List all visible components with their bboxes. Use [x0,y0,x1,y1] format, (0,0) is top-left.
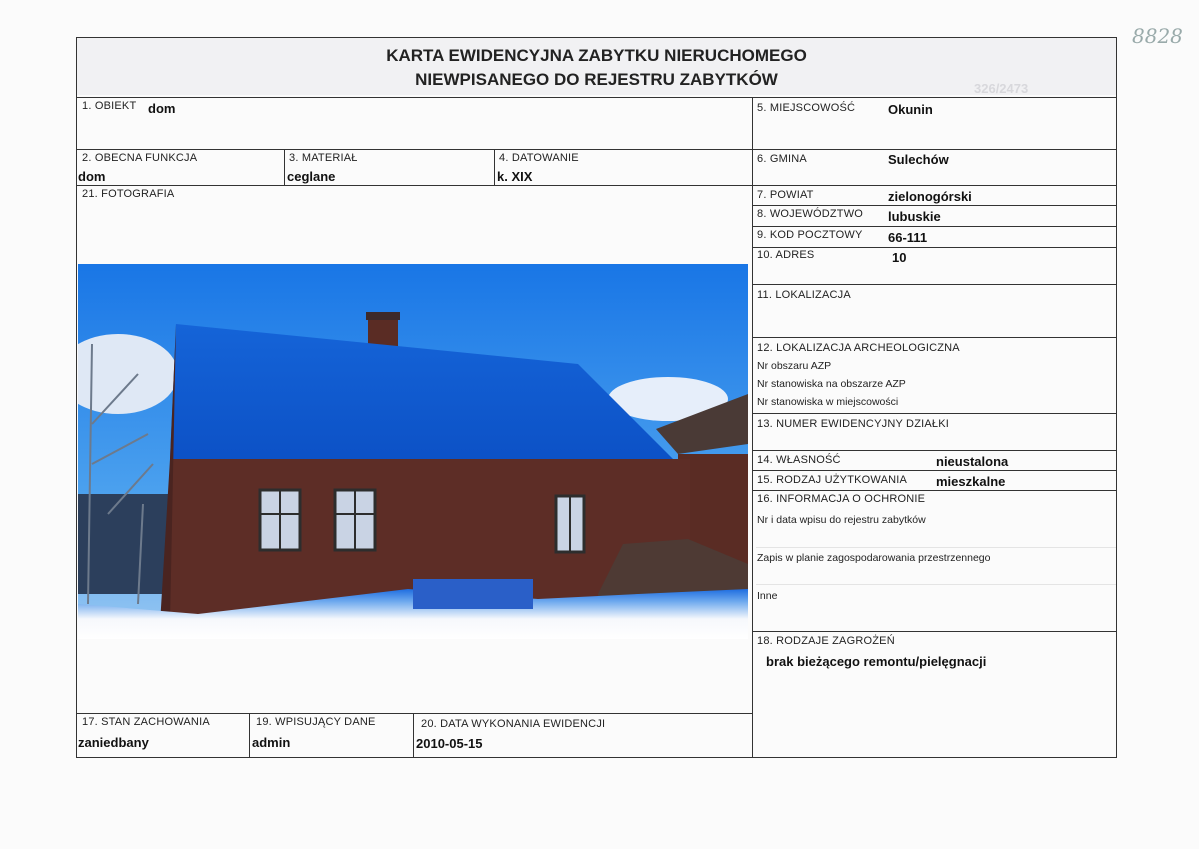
uzytkowanie-value: mieszkalne [936,474,1006,489]
miejscowosc-value: Okunin [888,102,933,117]
zagrozenia-value: brak bieżącego remontu/pielęgnacji [766,654,987,669]
record-card [76,37,1117,758]
miejscowosc-label: 5. MIEJSCOWOŚĆ [757,102,856,114]
card-title-line2: NIEWPISANEGO DO REJESTRU ZABYTKÓW [415,70,778,89]
kod-value: 66-111 [888,230,928,245]
wpisujacy-value: admin [252,735,291,750]
ochrona-rejestr-line: Nr i data wpisu do rejestru zabytków [757,514,926,526]
archeo-line-stanowisko-miejsc: Nr stanowiska w miejscowości [757,396,899,408]
powiat-value: zielonogórski [888,189,972,204]
fotografia-label: 21. FOTOGRAFIA [82,188,175,200]
archeo-label: 12. LOKALIZACJA ARCHEOLOGICZNA [757,342,960,354]
gmina-label: 6. GMINA [757,153,807,165]
powiat-label: 7. POWIAT [757,189,814,201]
ochrona-inne-line: Inne [757,590,778,602]
archeo-line-azp: Nr obszaru AZP [757,360,832,372]
stan-value: zaniedbany [78,735,149,750]
lokalizacja-label: 11. LOKALIZACJA [757,289,851,301]
funkcja-label: 2. OBECNA FUNKCJA [82,152,198,164]
wpisujacy-label: 19. WPISUJĄCY DANE [256,716,376,728]
wojewodztwo-label: 8. WOJEWÓDZTWO [757,208,864,220]
zagrozenia-label: 18. RODZAJE ZAGROŻEŃ [757,635,895,647]
wlasnosc-value: nieustalona [936,454,1009,469]
material-label: 3. MATERIAŁ [289,152,358,164]
uzytkowanie-label: 15. RODZAJ UŻYTKOWANIA [757,474,908,486]
obiekt-value: dom [148,101,176,116]
obiekt-label: 1. OBIEKT [82,100,137,112]
kod-label: 9. KOD POCZTOWY [757,229,863,241]
header-faded-number: 326/2473 [974,81,1029,96]
dzialka-label: 13. NUMER EWIDENCYJNY DZIAŁKI [757,418,950,430]
stan-label: 17. STAN ZACHOWANIA [82,716,210,728]
funkcja-value: dom [78,169,106,184]
data-label: 20. DATA WYKONANIA EWIDENCJI [421,718,606,730]
wojewodztwo-value: lubuskie [888,209,941,224]
gmina-value: Sulechów [888,152,949,167]
wlasnosc-label: 14. WŁASNOŚĆ [757,454,841,466]
archeo-line-stanowisko-azp: Nr stanowiska na obszarze AZP [757,378,906,390]
datowanie-label: 4. DATOWANIE [499,152,579,164]
ochrona-label: 16. INFORMACJA O OCHRONIE [757,493,926,505]
data-value: 2010-05-15 [416,736,483,751]
building-photograph [78,264,748,639]
adres-label: 10. ADRES [757,249,815,261]
archive-stamp-number: 8828 [1132,24,1183,48]
material-value: ceglane [287,169,336,184]
adres-value: 10 [892,250,907,265]
card-title-line1: KARTA EWIDENCYJNA ZABYTKU NIERUCHOMEGO [386,46,807,65]
datowanie-value: k. XIX [497,169,533,184]
ochrona-plan-line: Zapis w planie zagospodarowania przestrzennego [757,552,991,564]
